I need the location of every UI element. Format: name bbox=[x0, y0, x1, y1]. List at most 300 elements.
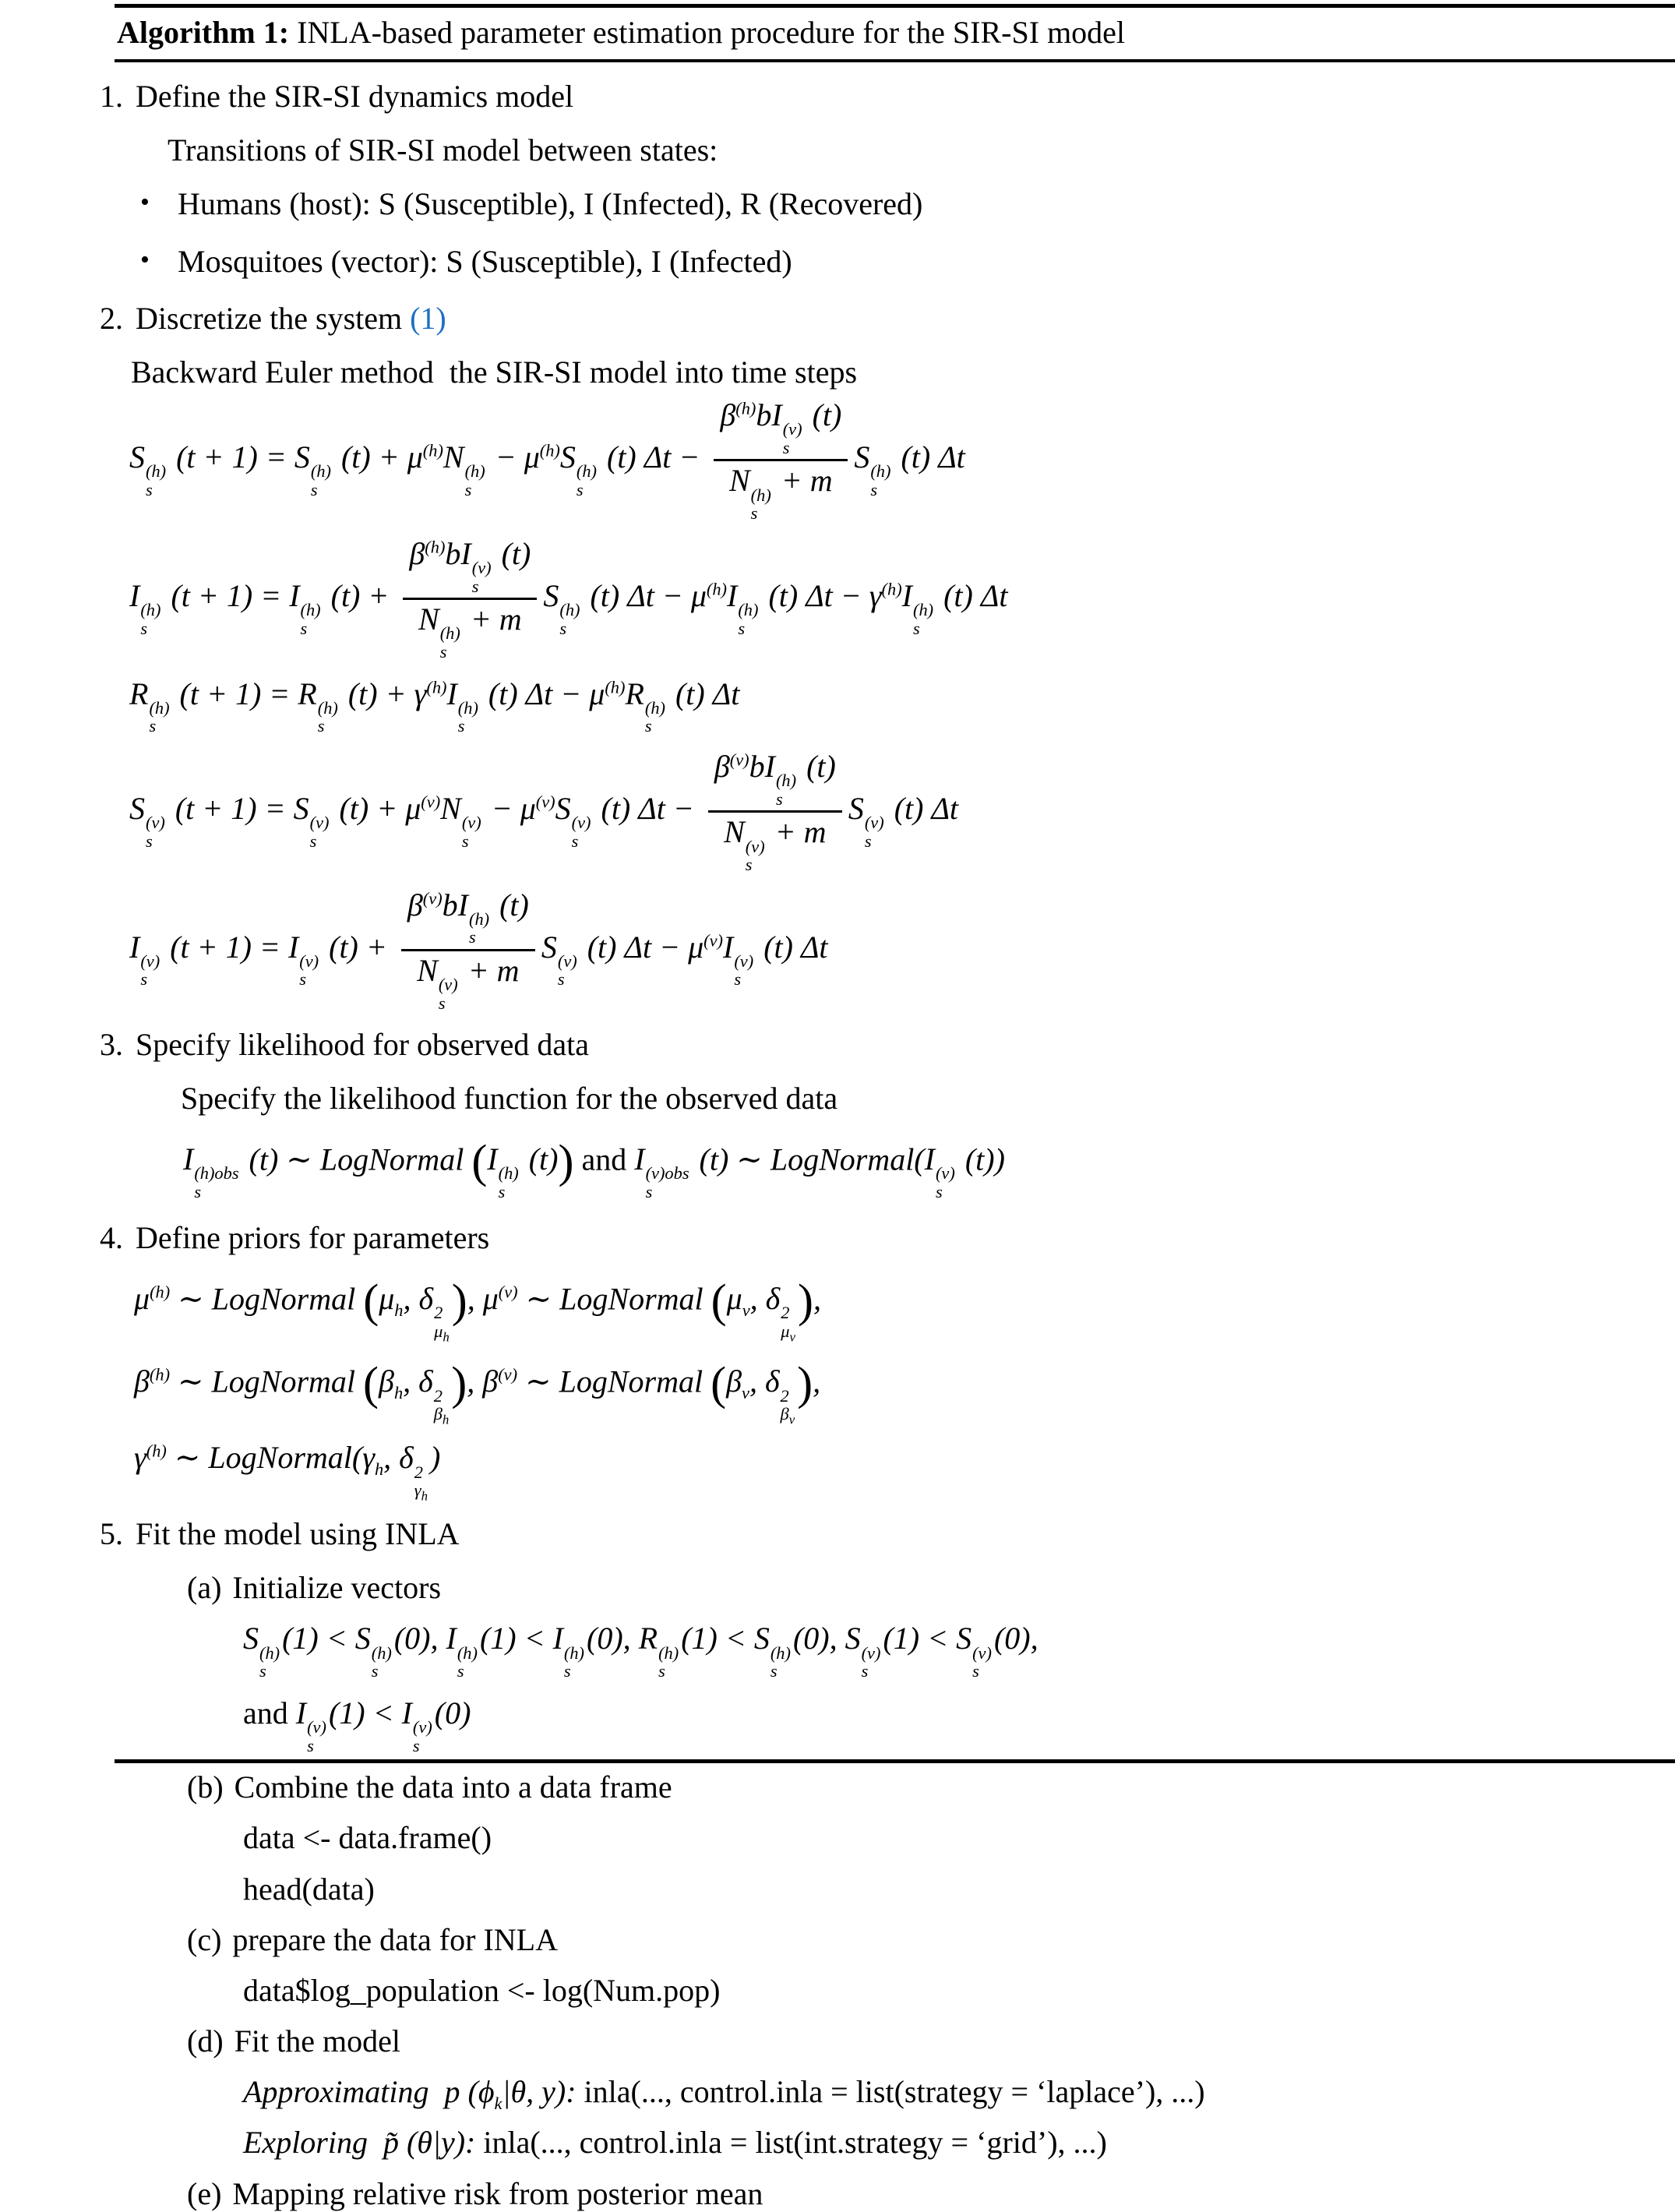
script-stack bbox=[646, 1164, 689, 1201]
text: and bbox=[573, 1141, 635, 1177]
symbol-base: N bbox=[417, 952, 438, 988]
math-text: , bbox=[467, 1280, 483, 1316]
subscript: s bbox=[559, 618, 567, 638]
script-stack bbox=[457, 1644, 478, 1681]
subscript: s bbox=[864, 831, 872, 851]
math-text: − bbox=[483, 790, 520, 826]
subscript: s bbox=[775, 788, 783, 809]
symbol-base: N bbox=[443, 439, 464, 475]
symbol-base: S bbox=[293, 790, 309, 826]
symbol-base: δ bbox=[765, 1280, 781, 1316]
line-content bbox=[178, 244, 792, 279]
symbol-base: I bbox=[446, 1621, 457, 1656]
subscript: s bbox=[563, 1661, 571, 1681]
sub-sup-symbol bbox=[129, 929, 162, 990]
superscript: (v) bbox=[729, 750, 749, 770]
scripted-symbol bbox=[520, 791, 555, 826]
subscript: s bbox=[309, 831, 317, 851]
math-text: (t) Δt bbox=[936, 577, 1008, 613]
superscript: (v) bbox=[309, 813, 330, 833]
transitions-line bbox=[0, 132, 1675, 168]
sub-sup-symbol bbox=[848, 790, 887, 851]
text: prepare the data for INLA bbox=[232, 1921, 558, 1957]
script-stack bbox=[862, 1644, 881, 1681]
item-number: 3. bbox=[100, 1027, 123, 1063]
symbol-base: S bbox=[541, 929, 557, 965]
subscript: s bbox=[750, 503, 758, 524]
symbol-base: μ bbox=[134, 1280, 150, 1316]
subscript: $\beta_v$ bbox=[780, 1404, 795, 1427]
math-text: (t) Δt − bbox=[579, 929, 689, 965]
numerator bbox=[401, 888, 535, 951]
subscript: s bbox=[861, 1661, 869, 1681]
superscript: (h) bbox=[149, 697, 170, 718]
sub-sup-symbol bbox=[295, 1695, 329, 1755]
sub-sup-symbol bbox=[723, 929, 756, 990]
superscript: (v) bbox=[861, 1642, 881, 1663]
math-text: Exploring p̃ (θ|y): bbox=[243, 2125, 484, 2161]
step-5d bbox=[0, 2023, 1675, 2059]
math-text: (t) + bbox=[323, 577, 397, 613]
line-content bbox=[134, 1440, 441, 1504]
paren-group bbox=[363, 1357, 467, 1427]
superscript: (v) bbox=[299, 951, 319, 971]
math-text: (t + 1) = bbox=[171, 676, 298, 711]
math-text: (t) bbox=[520, 1141, 559, 1177]
subscript: h bbox=[374, 1459, 384, 1480]
superscript: (h) bbox=[317, 697, 338, 718]
text: Transitions of SIR-SI model between states: bbox=[168, 132, 718, 168]
math-text: + m bbox=[767, 814, 827, 850]
math-text: (t) Δt − bbox=[480, 676, 590, 711]
text: and bbox=[243, 1695, 296, 1730]
sub-sup-symbol bbox=[845, 1621, 883, 1681]
math-text: , bbox=[403, 1364, 419, 1399]
symbol-base: R bbox=[638, 1621, 658, 1656]
sub-sup-symbol bbox=[243, 1621, 282, 1681]
math-text: (1) < bbox=[883, 1621, 957, 1656]
superscript: (v) bbox=[782, 419, 802, 439]
subscript: s bbox=[461, 831, 469, 851]
subscript: s bbox=[300, 618, 308, 638]
math-text: (t) bbox=[804, 397, 842, 433]
subscript: s bbox=[146, 831, 153, 851]
superscript: (h) bbox=[468, 908, 490, 929]
sub-sup-symbol bbox=[956, 1621, 994, 1681]
superscript: (v) bbox=[864, 813, 884, 833]
math-text: ∼ LogNormal bbox=[170, 1280, 364, 1316]
symbol-base: S bbox=[845, 1621, 861, 1656]
math-text: (0), bbox=[993, 1621, 1038, 1656]
symbol-base: μ bbox=[405, 790, 421, 826]
script-stack bbox=[936, 1164, 955, 1201]
symbol-base: I bbox=[901, 577, 912, 613]
text: Combine the data into a data frame bbox=[234, 1769, 672, 1805]
line-content bbox=[243, 2125, 1107, 2160]
open-paren: ( bbox=[711, 1275, 727, 1327]
equation-sv bbox=[0, 750, 1675, 874]
equation-iv bbox=[0, 888, 1675, 1013]
math-text: , bbox=[403, 1280, 419, 1316]
script-stack bbox=[972, 1644, 992, 1681]
step-1 bbox=[0, 78, 1675, 115]
math-text: , bbox=[749, 1364, 765, 1399]
script-stack bbox=[472, 559, 492, 595]
sub-sup-symbol bbox=[638, 1621, 682, 1681]
math-text: + m bbox=[460, 952, 520, 988]
subscript: s bbox=[645, 1181, 653, 1201]
subscript: $\beta_h$ bbox=[433, 1404, 450, 1427]
subscript: s bbox=[194, 1181, 202, 1201]
open-paren: ( bbox=[363, 1357, 379, 1409]
item-number: (c) bbox=[187, 1921, 222, 1957]
text: Humans (host): S (Susceptible), I (Infected), R (Recovered) bbox=[178, 186, 923, 222]
math-text: (0), bbox=[792, 1621, 845, 1656]
math-text: (t) bbox=[492, 887, 529, 923]
numerator bbox=[714, 398, 848, 461]
script-stack bbox=[307, 1718, 326, 1755]
superscript: (v) bbox=[571, 813, 591, 833]
close-paren: ) bbox=[797, 1275, 813, 1327]
script-stack bbox=[465, 462, 485, 499]
superscript: (v) bbox=[498, 1364, 518, 1385]
sub-sup-symbol bbox=[543, 577, 582, 638]
text: Fit the model bbox=[234, 2023, 400, 2059]
sub-sup-symbol bbox=[289, 577, 323, 638]
scripted-symbol bbox=[134, 1281, 170, 1316]
symbol-base: I bbox=[552, 1621, 563, 1656]
sub-sup-symbol bbox=[418, 1364, 451, 1427]
line-content bbox=[232, 2176, 763, 2211]
line-content bbox=[243, 1973, 720, 2008]
equation-ih bbox=[0, 537, 1675, 661]
subscript: s bbox=[299, 969, 306, 990]
sub-sup-symbol bbox=[446, 676, 480, 736]
subscript: s bbox=[738, 618, 746, 638]
step-5c bbox=[0, 1921, 1675, 1958]
symbol-base: I bbox=[723, 929, 734, 965]
sub-sup-symbol bbox=[765, 1280, 798, 1345]
subscript: $\gamma_h$ bbox=[414, 1480, 428, 1504]
symbol-base: S bbox=[555, 790, 571, 826]
paren-group bbox=[711, 1275, 813, 1345]
equation-rh bbox=[0, 676, 1675, 736]
prior-gamma bbox=[0, 1439, 1675, 1503]
math-text: ∼ LogNormal bbox=[517, 1364, 711, 1399]
sub-sup-symbol bbox=[294, 439, 333, 499]
superscript: (h) bbox=[300, 600, 321, 620]
math-text: , bbox=[383, 1440, 400, 1476]
item-number: (a) bbox=[187, 1570, 222, 1606]
math-text: (0) bbox=[434, 1695, 471, 1730]
math-text: , bbox=[749, 1280, 766, 1316]
subscript: s bbox=[140, 618, 148, 638]
scripted-symbol bbox=[379, 1280, 404, 1320]
symbol-base: S bbox=[854, 439, 870, 475]
code-logpop bbox=[0, 1972, 1675, 2009]
denominator bbox=[411, 951, 525, 1012]
script-stack bbox=[301, 601, 321, 637]
sub-sup-symbol bbox=[552, 1621, 587, 1681]
script-stack bbox=[572, 813, 591, 850]
symbol-base: I bbox=[289, 577, 300, 613]
math-text: Approximating p ( bbox=[243, 2074, 478, 2110]
symbol-base: δ bbox=[418, 1280, 434, 1316]
superscript: 2 bbox=[781, 1303, 790, 1323]
superscript: (v) bbox=[140, 951, 160, 971]
close-paren: ) bbox=[451, 1357, 467, 1409]
subscript: k bbox=[494, 2094, 503, 2114]
symbol-base: γ bbox=[869, 577, 882, 613]
scripted-symbol bbox=[726, 1280, 750, 1320]
subscript: v bbox=[742, 1300, 750, 1320]
item-number: 4. bbox=[100, 1220, 123, 1256]
scripted-symbol bbox=[134, 1440, 167, 1475]
superscript: (h) bbox=[457, 697, 478, 718]
subscript: s bbox=[307, 1735, 314, 1755]
line-content bbox=[136, 1516, 460, 1551]
sub-sup-symbol bbox=[183, 1141, 242, 1201]
fraction bbox=[401, 888, 535, 1013]
sub-sup-symbol bbox=[443, 439, 488, 499]
line-content bbox=[134, 1357, 821, 1427]
subscript: s bbox=[571, 831, 579, 851]
script-stack bbox=[770, 1644, 791, 1681]
sub-sup-symbol bbox=[354, 1621, 394, 1681]
math-text: (t) ∼ LogNormal bbox=[241, 1141, 472, 1177]
text: Specify the likelihood function for the observed data bbox=[181, 1081, 838, 1117]
item-number: 1. bbox=[100, 79, 123, 114]
math-text: |θ, y): bbox=[502, 2074, 584, 2110]
script-stack bbox=[499, 1164, 519, 1201]
text: data <- data.frame() bbox=[243, 1820, 492, 1856]
superscript: (v) bbox=[498, 1282, 518, 1302]
close-paren: ) bbox=[451, 1275, 467, 1327]
sub-sup-symbol bbox=[771, 397, 804, 457]
script-stack bbox=[434, 1304, 450, 1344]
subscript: s bbox=[498, 1181, 506, 1201]
subscript: s bbox=[576, 479, 584, 499]
step-4 bbox=[0, 1219, 1675, 1256]
math-text: ∼ LogNormal bbox=[517, 1280, 711, 1316]
script-stack bbox=[372, 1644, 392, 1681]
text: Mapping relative risk from posterior mean bbox=[232, 2175, 763, 2211]
sub-sup-symbol bbox=[129, 577, 163, 638]
symbol-base: γ bbox=[362, 1440, 375, 1476]
superscript: (v) bbox=[146, 813, 165, 833]
superscript: (h) bbox=[605, 677, 626, 697]
symbol-base: μ bbox=[589, 676, 605, 711]
subscript: s bbox=[734, 969, 742, 990]
subscript: $\mu_h$ bbox=[434, 1321, 450, 1345]
equation-sh bbox=[0, 398, 1675, 523]
superscript: (h) bbox=[425, 537, 446, 557]
line-content bbox=[136, 1220, 489, 1255]
symbol-base: S bbox=[294, 439, 310, 475]
symbol-base: I bbox=[924, 1141, 935, 1177]
math-text: − bbox=[487, 439, 524, 475]
sub-sup-symbol bbox=[541, 929, 580, 990]
superscript: (v) bbox=[412, 1717, 432, 1737]
sub-sup-symbol bbox=[728, 463, 774, 524]
scripted-symbol bbox=[589, 676, 625, 711]
close-paren: ) bbox=[558, 1135, 574, 1187]
math-text: (t) Δt bbox=[893, 439, 965, 475]
fraction bbox=[708, 750, 842, 874]
sub-sup-symbol bbox=[634, 1141, 691, 1201]
script-stack bbox=[870, 462, 890, 499]
item-number: (b) bbox=[187, 1769, 224, 1805]
scripted-symbol bbox=[714, 749, 749, 784]
scripted-symbol bbox=[726, 1364, 749, 1403]
symbol-base: I bbox=[487, 1141, 498, 1177]
sub-sup-symbol bbox=[460, 535, 493, 596]
symbol-base: β bbox=[134, 1364, 150, 1399]
symbol-base: I bbox=[727, 577, 738, 613]
superscript: (v) bbox=[421, 792, 441, 812]
sub-sup-symbol bbox=[401, 1695, 435, 1755]
equation-ref-link[interactable]: (1) bbox=[410, 300, 446, 336]
close-paren: ) bbox=[797, 1357, 813, 1409]
denominator bbox=[412, 600, 528, 661]
math-text: , bbox=[813, 1364, 821, 1399]
line-content bbox=[136, 301, 446, 336]
math-text: (t) Δt bbox=[886, 790, 959, 826]
text: data$log_population <- log(Num.pop) bbox=[243, 1972, 721, 2008]
subscript: s bbox=[146, 479, 153, 499]
subscript: s bbox=[412, 1735, 420, 1755]
math-text: (t) bbox=[493, 535, 531, 571]
math-text: (1) < bbox=[328, 1695, 402, 1730]
prior-beta bbox=[0, 1356, 1675, 1427]
init-vectors-2 bbox=[0, 1695, 1675, 1755]
symbol-base: I bbox=[129, 929, 140, 965]
script-stack bbox=[146, 813, 165, 850]
text: Discretize the system bbox=[136, 300, 411, 336]
script-stack bbox=[469, 910, 489, 947]
symbol-base: S bbox=[129, 790, 145, 826]
sub-sup-symbol bbox=[293, 790, 332, 851]
math-text: (1) < bbox=[681, 1621, 754, 1656]
math-text: (0), bbox=[393, 1621, 446, 1656]
math-text: (t) + bbox=[333, 439, 407, 475]
superscript: (h) bbox=[644, 697, 665, 718]
symbol-base: I bbox=[457, 887, 468, 923]
superscript: (h) bbox=[576, 461, 597, 482]
subscript: h bbox=[393, 1383, 404, 1403]
superscript: (h) bbox=[912, 600, 934, 620]
sub-sup-symbol bbox=[129, 790, 168, 851]
symbol-base: S bbox=[543, 577, 559, 613]
subscript: s bbox=[259, 1661, 266, 1681]
script-stack bbox=[259, 1644, 280, 1681]
subscript: s bbox=[457, 1661, 464, 1681]
item-number: (e) bbox=[187, 2175, 222, 2211]
bullet-humans bbox=[0, 185, 1675, 222]
superscript: 2 bbox=[780, 1385, 789, 1406]
script-stack bbox=[559, 601, 580, 637]
euler-line bbox=[0, 354, 1675, 390]
subscript: s bbox=[439, 641, 447, 661]
superscript: (h) bbox=[870, 461, 891, 482]
script-stack bbox=[751, 486, 771, 523]
line-content bbox=[181, 1081, 838, 1116]
symbol-base: S bbox=[129, 439, 145, 475]
subscript: s bbox=[438, 993, 446, 1013]
superscript: (h) bbox=[770, 1642, 791, 1663]
subscript: s bbox=[371, 1661, 379, 1681]
fit-exploring bbox=[0, 2124, 1675, 2161]
algorithm-box bbox=[0, 4, 1675, 2211]
math-text: , bbox=[813, 1280, 821, 1316]
line-content bbox=[178, 186, 922, 221]
sub-sup-symbol bbox=[753, 1621, 793, 1681]
math-text: (1) < bbox=[479, 1621, 553, 1656]
sub-sup-symbol bbox=[924, 1141, 957, 1201]
bottom-rule bbox=[115, 1759, 1675, 1763]
line-content bbox=[232, 1922, 558, 1957]
sub-sup-symbol bbox=[399, 1440, 430, 1504]
superscript: (h)obs bbox=[194, 1163, 239, 1184]
line-content bbox=[129, 887, 828, 1013]
sub-sup-symbol bbox=[764, 1364, 797, 1427]
scripted-symbol bbox=[478, 2074, 503, 2114]
symbol-base: μ bbox=[690, 577, 707, 613]
sub-sup-symbol bbox=[901, 577, 936, 638]
script-stack bbox=[149, 699, 169, 736]
text: Mosquitoes (vector): S (Susceptible), I (Infected) bbox=[178, 243, 792, 279]
script-stack bbox=[310, 813, 330, 850]
step-5a bbox=[0, 1569, 1675, 1606]
symbol-base: β bbox=[379, 1364, 394, 1399]
math-text: (t + 1) = bbox=[167, 790, 294, 826]
superscript: (h) bbox=[559, 600, 580, 620]
line-content bbox=[235, 2023, 400, 2059]
text: Define the SIR-SI dynamics model bbox=[136, 79, 574, 114]
symbol-base: μ bbox=[407, 439, 423, 475]
step-3 bbox=[0, 1026, 1675, 1063]
symbol-base: ϕ bbox=[478, 2074, 495, 2110]
item-number: (d) bbox=[187, 2023, 224, 2059]
script-stack bbox=[783, 420, 802, 457]
math-text: b bbox=[756, 397, 772, 433]
line-content bbox=[168, 132, 718, 168]
sub-sup-symbol bbox=[129, 676, 172, 736]
scripted-symbol bbox=[405, 791, 440, 826]
math-text: ) bbox=[429, 1440, 441, 1476]
fraction bbox=[403, 537, 537, 661]
superscript: (h) bbox=[539, 440, 560, 460]
superscript: (h) bbox=[775, 771, 797, 791]
symbol-base: μ bbox=[379, 1280, 395, 1316]
line-content bbox=[134, 1275, 821, 1345]
symbol-base: γ bbox=[134, 1440, 146, 1476]
line-content bbox=[243, 1695, 471, 1755]
superscript: (h) bbox=[146, 1441, 167, 1461]
text: head(data) bbox=[243, 1871, 375, 1907]
script-stack bbox=[781, 1304, 795, 1344]
superscript: (v) bbox=[935, 1163, 955, 1184]
symbol-base: I bbox=[634, 1141, 645, 1177]
scripted-symbol bbox=[407, 439, 443, 475]
algorithm-title-text: INLA-based parameter estimation procedure for the SIR-SI model bbox=[289, 15, 1126, 50]
symbol-base: S bbox=[559, 439, 576, 475]
math-text: b bbox=[749, 748, 765, 784]
superscript: (h) bbox=[371, 1642, 392, 1663]
math-text: (t + 1) = bbox=[163, 577, 290, 613]
subscript: s bbox=[782, 437, 790, 457]
scripted-symbol bbox=[483, 1281, 518, 1316]
